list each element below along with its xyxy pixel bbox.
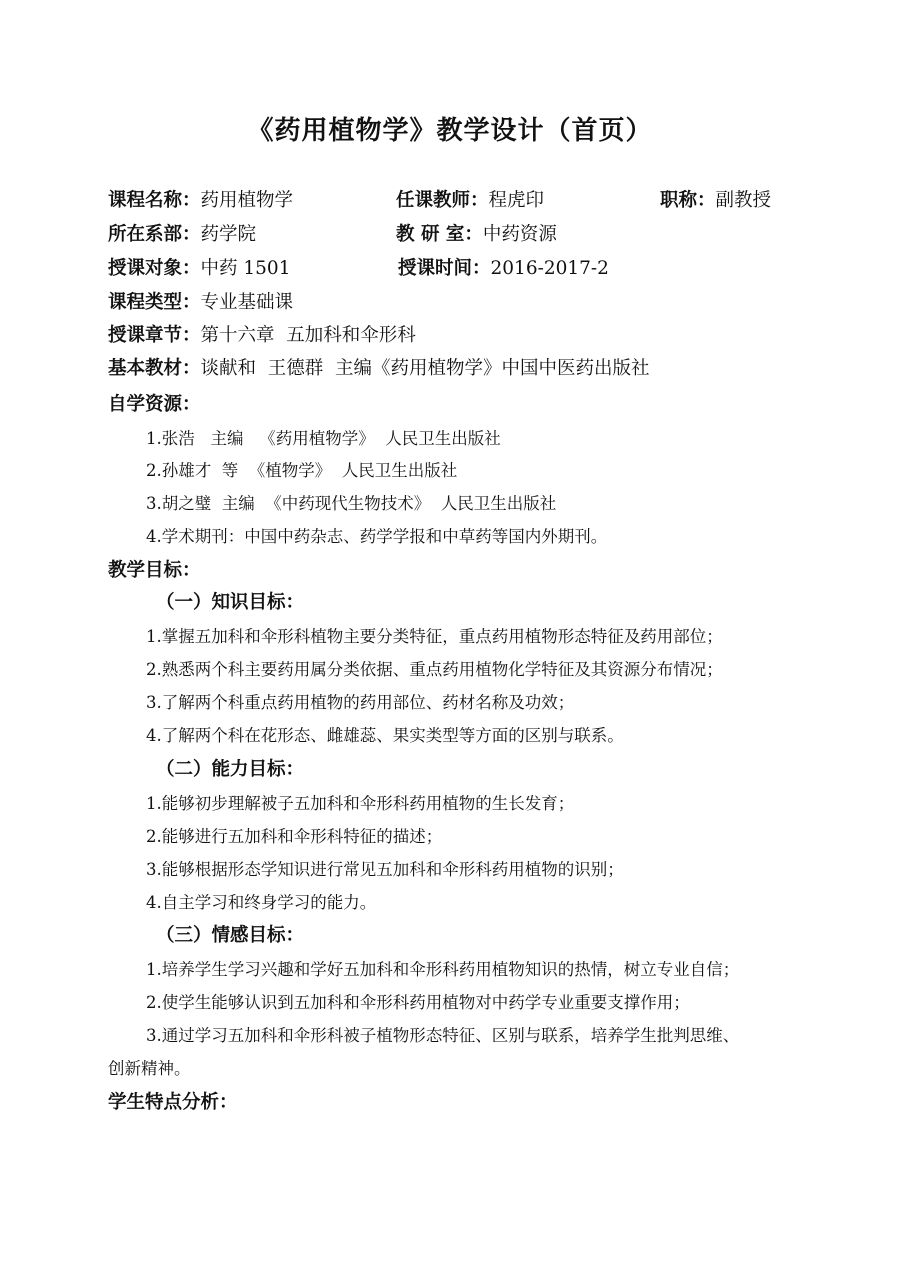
office-label: 教 研 室： (396, 224, 483, 245)
dept-value: 药学院 (200, 224, 257, 245)
knowledge-heading: （一）知识目标： (156, 592, 305, 613)
course-name-label: 课程名称： (108, 190, 201, 211)
course-name-value: 药用植物学 (200, 190, 294, 211)
emotion-heading: （三）情感目标： (156, 925, 305, 946)
page-title: 《药用植物学》教学设计（首页） (247, 116, 653, 146)
rank-value: 副教授 (715, 190, 772, 211)
textbook-row (108, 354, 650, 380)
chapter-row (108, 321, 416, 347)
textbook-label: 基本教材： (108, 358, 201, 379)
knowledge-item: 4.了解两个科在花形态、雌雄蕊、果实类型等方面的区别与联系。 (146, 726, 624, 745)
ability-heading: （二）能力目标： (156, 759, 305, 780)
office-field (396, 220, 557, 246)
rank-label: 职称： (660, 190, 716, 211)
rank-field (660, 186, 771, 212)
chapter-value: 第十六章 五加科和伞形科 (200, 325, 416, 346)
ability-item: 3.能够根据形态学知识进行常见五加科和伞形科药用植物的识别； (146, 860, 624, 879)
course-name-row (108, 186, 293, 212)
type-row (108, 288, 293, 314)
resource-item: 2.孙雄才 等 《植物学》 人民卫生出版社 (146, 461, 458, 480)
ability-item: 2.能够进行五加科和伞形科特征的描述； (146, 827, 443, 846)
dept-label: 所在系部： (108, 224, 201, 245)
resource-item: 4.学术期刊：中国中药杂志、药学学报和中草药等国内外期刊。 (146, 527, 608, 546)
type-label: 课程类型： (108, 292, 201, 313)
analysis-label: 学生特点分析： (108, 1092, 238, 1113)
resource-item: 1.张浩 主编 《药用植物学》 人民卫生出版社 (146, 429, 501, 448)
emotion-item-continuation: 创新精神。 (108, 1059, 191, 1078)
type-value: 专业基础课 (200, 292, 294, 313)
knowledge-item: 1.掌握五加科和伞形科植物主要分类特征，重点药用植物形态特征及药用部位； (146, 627, 723, 646)
textbook-value: 谈献和 王德群 主编《药用植物学》中国中医药出版社 (200, 358, 650, 379)
teacher-label: 任课教师： (396, 190, 489, 211)
emotion-item: 2.使学生能够认识到五加科和伞形科药用植物对中药学专业重要支撑作用； (146, 993, 690, 1012)
goals-label: 教学目标： (108, 560, 201, 581)
emotion-item: 1.培养学生学习兴趣和学好五加科和伞形科药用植物知识的热情，树立专业自信； (146, 960, 740, 979)
teacher-value: 程虎印 (488, 190, 545, 211)
target-row (108, 254, 290, 280)
time-value: 2016-2017-2 (490, 258, 609, 279)
time-field (398, 254, 609, 280)
teacher-field (396, 186, 544, 212)
chapter-label: 授课章节： (108, 325, 201, 346)
resources-label: 自学资源： (108, 394, 201, 415)
resource-item: 3.胡之璧 主编 《中药现代生物技术》 人民卫生出版社 (146, 494, 557, 513)
time-label: 授课时间： (398, 258, 491, 279)
target-label: 授课对象： (108, 258, 201, 279)
ability-item: 4.自主学习和终身学习的能力。 (146, 893, 377, 912)
knowledge-item: 2.熟悉两个科主要药用属分类依据、重点药用植物化学特征及其资源分布情况； (146, 660, 723, 679)
target-value: 中药 1501 (200, 258, 291, 279)
dept-row (108, 220, 256, 246)
office-value: 中药资源 (482, 224, 557, 245)
ability-item: 1.能够初步理解被子五加科和伞形科药用植物的生长发育； (146, 794, 575, 813)
knowledge-item: 3.了解两个科重点药用植物的药用部位、药材名称及功效； (146, 693, 575, 712)
emotion-item: 3.通过学习五加科和伞形科被子植物形态特征、区别与联系，培养学生批判思维、 (146, 1026, 740, 1045)
